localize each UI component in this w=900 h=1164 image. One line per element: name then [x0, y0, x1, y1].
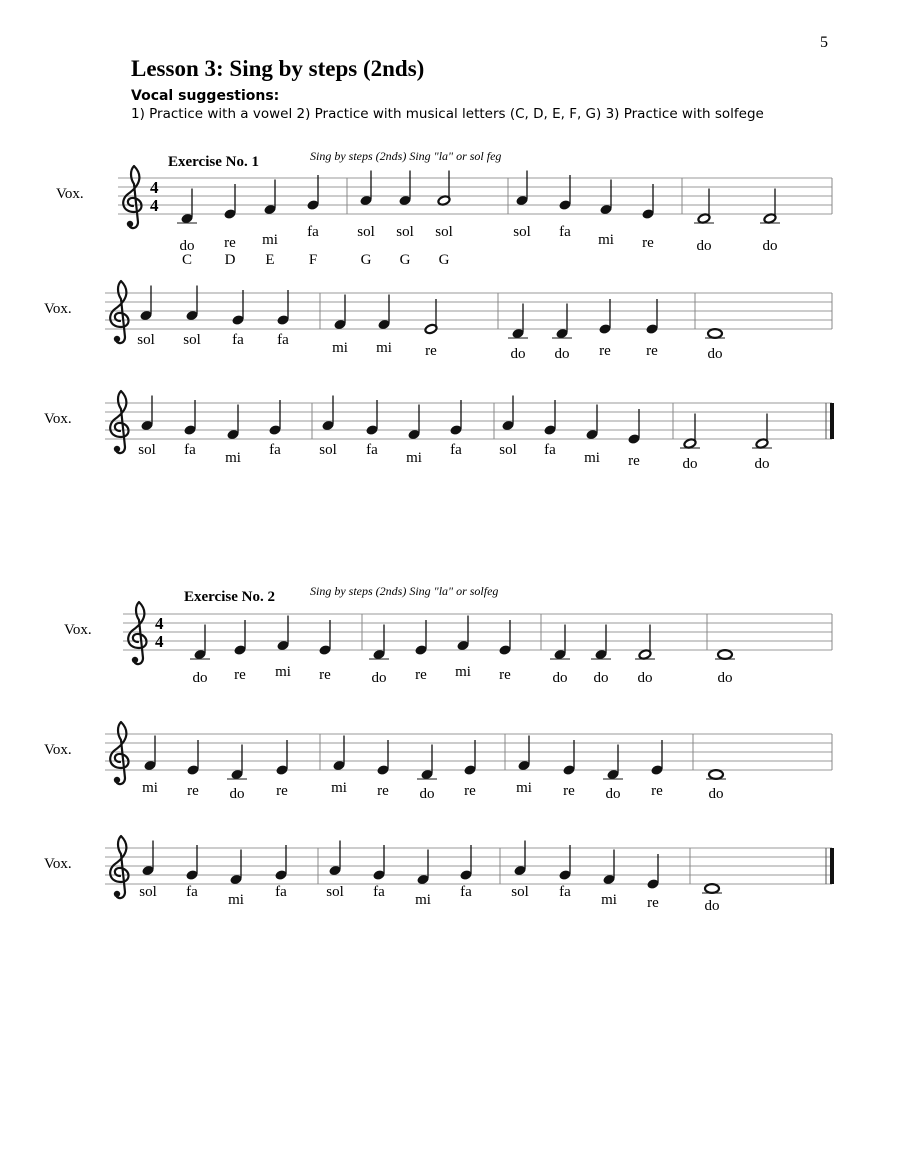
- solfege-syllable: re: [651, 783, 663, 799]
- solfege-syllable: sol: [183, 332, 201, 348]
- solfege-syllable: mi: [332, 340, 348, 356]
- solfege-syllable: mi: [225, 450, 241, 466]
- solfege-syllable: sol: [357, 224, 375, 240]
- solfege-syllable: do: [708, 786, 724, 802]
- solfege-syllable: fa: [307, 224, 319, 240]
- treble-clef-icon: [110, 281, 128, 343]
- exercise-subtitle: Sing by steps (2nds) Sing "la" or solfeg: [310, 584, 499, 598]
- treble-clef-icon: [110, 391, 128, 453]
- exercise-title: Exercise No. 1: [168, 154, 259, 170]
- solfege-syllable: mi: [584, 450, 600, 466]
- solfege-syllable: mi: [601, 892, 617, 908]
- solfege-syllable: fa: [559, 224, 571, 240]
- solfege-syllable: re: [319, 667, 331, 683]
- solfege-syllable: do: [229, 786, 245, 802]
- treble-clef-icon: [110, 836, 128, 898]
- solfege-syllable: fa: [275, 884, 287, 900]
- solfege-syllable: do: [554, 346, 570, 362]
- solfege-syllable: mi: [415, 892, 431, 908]
- solfege-syllable: re: [224, 235, 236, 251]
- whole-note: [709, 770, 723, 779]
- note-letter: E: [265, 252, 275, 268]
- solfege-syllable: re: [646, 343, 658, 359]
- note-letter: F: [308, 252, 318, 268]
- solfege-syllable: mi: [455, 664, 471, 680]
- solfege-syllable: re: [276, 783, 288, 799]
- solfege-syllable: sol: [138, 442, 156, 458]
- solfege-syllable: re: [425, 343, 437, 359]
- note-letter: G: [360, 252, 372, 268]
- solfege-syllable: re: [563, 783, 575, 799]
- whole-note: [718, 650, 732, 659]
- note-letter: D: [224, 252, 236, 268]
- solfege-syllable: fa: [373, 884, 385, 900]
- solfege-syllable: re: [647, 895, 659, 911]
- note-letter: C: [181, 252, 193, 268]
- solfege-syllable: re: [234, 667, 246, 683]
- instrument-label: Vox.: [44, 301, 72, 317]
- solfege-syllable: do: [419, 786, 435, 802]
- solfege-syllable: do: [762, 238, 778, 254]
- solfege-syllable: sol: [139, 884, 157, 900]
- note-letter: G: [438, 252, 450, 268]
- time-signature-top: 4: [150, 178, 159, 197]
- solfege-syllable: sol: [326, 884, 344, 900]
- time-signature-top: 4: [155, 614, 164, 633]
- exercise-subtitle: Sing by steps (2nds) Sing "la" or sol feg: [310, 149, 502, 163]
- solfege-syllable: re: [415, 667, 427, 683]
- exercise-title: Exercise No. 2: [184, 589, 275, 605]
- solfege-syllable: fa: [450, 442, 462, 458]
- solfege-syllable: do: [192, 670, 208, 686]
- solfege-syllable: do: [754, 456, 770, 472]
- solfege-syllable: sol: [319, 442, 337, 458]
- vocal-suggestions-text: 1) Practice with a vowel 2) Practice with musical letters (C, D, E, F, G) 3) Practice with solfege: [131, 106, 764, 122]
- instrument-label: Vox.: [64, 622, 92, 638]
- solfege-syllable: fa: [277, 332, 289, 348]
- treble-clef-icon: [123, 166, 141, 228]
- solfege-syllable: mi: [142, 780, 158, 796]
- solfege-syllable: mi: [331, 780, 347, 796]
- instrument-label: Vox.: [44, 742, 72, 758]
- solfege-syllable: do: [707, 346, 723, 362]
- solfege-syllable: sol: [137, 332, 155, 348]
- solfege-syllable: fa: [232, 332, 244, 348]
- solfege-syllable: do: [179, 238, 195, 254]
- solfege-syllable: re: [642, 235, 654, 251]
- treble-clef-icon: [128, 602, 146, 664]
- solfege-syllable: fa: [184, 442, 196, 458]
- instrument-label: Vox.: [56, 186, 84, 202]
- solfege-syllable: fa: [366, 442, 378, 458]
- page-number: 5: [820, 34, 828, 51]
- solfege-syllable: sol: [396, 224, 414, 240]
- instrument-label: Vox.: [44, 411, 72, 427]
- solfege-syllable: do: [704, 898, 720, 914]
- solfege-syllable: fa: [460, 884, 472, 900]
- solfege-syllable: re: [599, 343, 611, 359]
- solfege-syllable: re: [628, 453, 640, 469]
- note-letter: G: [399, 252, 411, 268]
- solfege-syllable: do: [605, 786, 621, 802]
- solfege-syllable: do: [696, 238, 712, 254]
- vocal-suggestions-heading: Vocal suggestions:: [131, 88, 280, 104]
- solfege-syllable: mi: [228, 892, 244, 908]
- solfege-syllable: do: [593, 670, 609, 686]
- treble-clef-icon: [110, 722, 128, 784]
- solfege-syllable: fa: [559, 884, 571, 900]
- solfege-syllable: fa: [269, 442, 281, 458]
- solfege-syllable: sol: [499, 442, 517, 458]
- solfege-syllable: re: [499, 667, 511, 683]
- solfege-syllable: fa: [186, 884, 198, 900]
- solfege-syllable: mi: [516, 780, 532, 796]
- instrument-label: Vox.: [44, 856, 72, 872]
- solfege-syllable: re: [187, 783, 199, 799]
- whole-note: [705, 884, 719, 893]
- solfege-syllable: sol: [435, 224, 453, 240]
- solfege-syllable: mi: [406, 450, 422, 466]
- solfege-syllable: do: [682, 456, 698, 472]
- solfege-syllable: mi: [275, 664, 291, 680]
- solfege-syllable: do: [371, 670, 387, 686]
- solfege-syllable: sol: [511, 884, 529, 900]
- whole-note: [708, 329, 722, 338]
- solfege-syllable: sol: [513, 224, 531, 240]
- solfege-syllable: fa: [544, 442, 556, 458]
- time-signature-bottom: 4: [150, 196, 159, 215]
- time-signature-bottom: 4: [155, 632, 164, 651]
- solfege-syllable: mi: [376, 340, 392, 356]
- solfege-syllable: do: [717, 670, 733, 686]
- solfege-syllable: re: [377, 783, 389, 799]
- lesson-title: Lesson 3: Sing by steps (2nds): [131, 56, 425, 81]
- solfege-syllable: re: [464, 783, 476, 799]
- solfege-syllable: do: [552, 670, 568, 686]
- solfege-syllable: mi: [262, 232, 278, 248]
- solfege-syllable: do: [510, 346, 526, 362]
- solfege-syllable: mi: [598, 232, 614, 248]
- solfege-syllable: do: [637, 670, 653, 686]
